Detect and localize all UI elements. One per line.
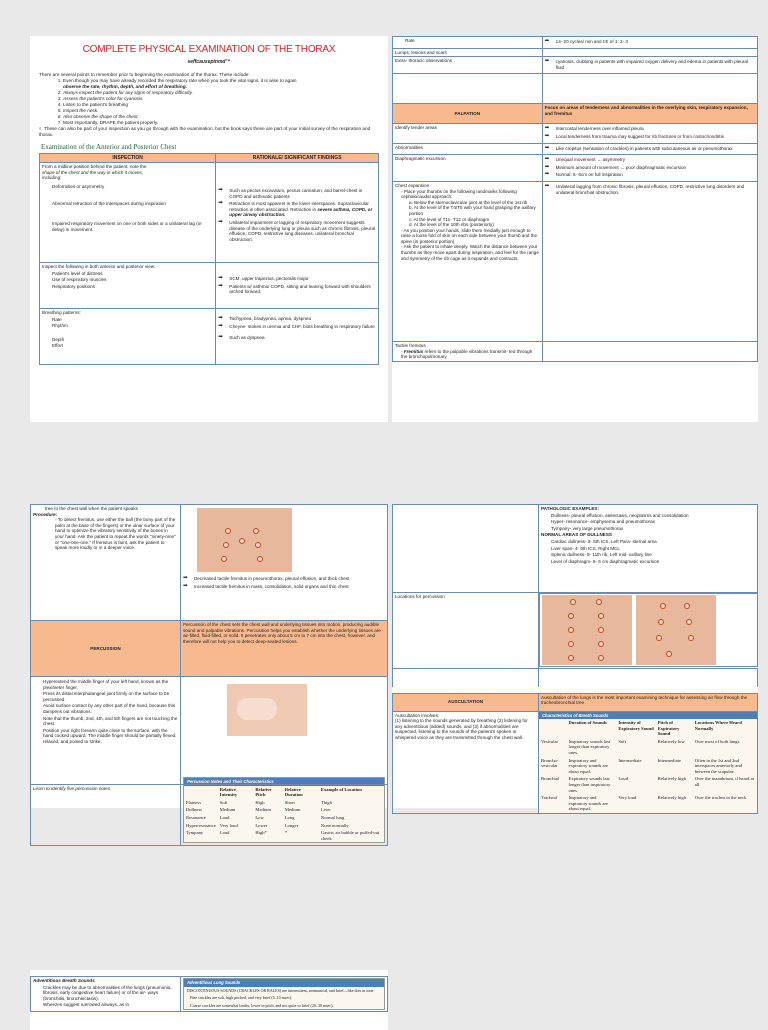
arrow-icon: ➡ [544, 144, 550, 151]
page-4 [392, 504, 758, 812]
arrow-icon: ➡ [218, 200, 223, 207]
table-row: From a midline position behind the patient, note the shape of the chest and the way in which it moves, including: Deformities or asymmetry Abnormal retraction of the interspaces during inspiration Impaired respiratory movement on one or both sides or a unilateral lag (or delay) in movement. ➡ Such as pectus excavatum, pectus carinatum, and barrel-chest in COPD and asthmatic patients ➡ Retraction is most apparent in the lower interspaces. Supraclavicular retraction is often associated. Retraction in severe asthma, COPD, or upper airway obstruction. ➡ Unilateral impairment or lagging of respiratory movement suggests disease of the underlying lung or pleura such as chronic fibrosis, pleural effusion, COPD, restrictive lung diseases, unilateral bronchial obstruction. [40, 163, 379, 263]
th-auscultation: AUSCULTATION [393, 693, 539, 711]
fremitus-table [30, 504, 388, 846]
table-row: Extra- thoracic observations ➡ cyanosis, clubbing in patients with impaired oxygen delivery and edema in patients with pleural fluid [393, 57, 758, 74]
page-5 [30, 970, 388, 1030]
intro-block [39, 72, 379, 138]
posterior-percussion-photo [542, 595, 632, 665]
percussion-hand-photo [227, 684, 307, 736]
table-row: Inspect the following in both anterior and posterior view: Patient's level of distress. Use of respiratory muscles Respiratory positions ➡ SCM, upper trapezius, pectoralis major ➡ Patients w/ asthma/ COPD, sitting and leaning forward with shoulders arched forward. [40, 263, 379, 309]
step-4: 4. Listen to the patient's breathing [63, 102, 379, 108]
adventitious-table [30, 976, 388, 1012]
step-5: 5. Inspect the neck. [63, 108, 379, 114]
table-row: Auscultation involves: (1) listening to the sounds generated by breathing (2) listening for any adventitious (added) sounds, and (3) if abnormalities are suspected, listening to the sounds of the patient's spoken or whispered voice as they are transmitted through the chest wall. Characteristics of Breath Sounds Duration of Sounds Intensity of Expiratory Sound Pitch of Expiratory Sound Locations Where Heard Normally Vesicular Inspiratory sounds last longer than expiratory ones. Soft Relatively low Over most of both lungs Broncho-vesicular Inspiratory and expiratory sounds are about equal. Intermediate Intermediate Often in the 1st and 2nd interspaces anteriorly and between the scapulae Bronchial Expiratory sounds last longer than inspiratory ones. Loud Relatively high Over the manubrium, if heard at all Tracheal Inspiratory and expiratory sounds are about equal. Very loud Relatively high Over the trachea in the neck [393, 711, 758, 814]
arrow-icon: ➡ [544, 156, 550, 163]
arrow-icon: ➡ [218, 282, 223, 289]
th-percussion: PERCUSSION [31, 621, 181, 677]
th-palpation: PALPATION [393, 104, 543, 124]
intro-text: There are several points to remember prior to beginning the examination of the thorax. These include: [39, 72, 250, 77]
page-1 [30, 36, 388, 422]
auscultation-table [392, 693, 758, 815]
page-title: COMPLETE PHYSICAL EXAMINATION OF THE THORAX [82, 44, 336, 55]
arrow-icon: ➡ [218, 322, 223, 329]
table-row: PERCUSSION Percussion of the chest sets the chest wall and underlying tissues into motion, producing audible sound and palpable vibrations. Percussion helps you establish whether the underlying tissues are air-filled, fluid-filled, or solid. It penetrates only about 5 cm to 7 cm into the chest, however, and therefore will not help you to detect deep-seated lesions. [31, 621, 388, 677]
table-row: Breathing patterns: Rate Rhythm Depth Effort ➡ Tachypnea, bradypnea, apnea, dyspnea ➡ Cheyne- stokes in uremia and CHF, biots breathing in respiratory failure ➡ Such as dyspnea [40, 309, 379, 365]
percussion-notes-table: Relative Intensity Relative Pitch Relative Duration Example of Location Flatness Soft High Short Thigh Dullness Medium Medium Medium Liver Resonance Loud Low Long Normal lung Hyperresonance Very loud Lower Longer None normally Tympany Loud High* * Gastric air bubble or puffed-out cheek [185, 786, 380, 841]
th-rationale: RATIONALE/ SIGNIFICANT FINDINGS [216, 154, 379, 163]
table-row: Diaphragmatic excursion ➡ Unequal movement → asymmetry ➡ Minimum amount of movement → poor diaphragmatic excursion ➡ Normal: 5- 6cm on full inspiration [393, 155, 758, 182]
table-row: Adventitious Breath Sounds Crackles may be due to abnormalities of the lungs (pneumonia, fibrosis, early congestive heart failure) or of the air- ways (bronchitis, bronchiectasis). Wheezes suggest narrowed airways, as in Adventitious Lung Sounds DISCONTINUOUS SOUNDS (CRACKLES OR RALES) are intermittent, nonmusical, and brief—like dots in time Fine crackles are soft, high pitched, and very brief (5–10 msec). Coarse crackles are somewhat louder, lower in pitch, and not quite so brief (20–30 msec). [31, 977, 388, 1012]
step-6: 6. Also observe the shape of the chest. [63, 114, 379, 120]
step-3: 3. Assess the patient's color for cyanosis. [63, 96, 379, 102]
page-subtitle: seffcausepinmd™ [187, 59, 231, 65]
section-heading: Examination of the Anterior and Posterior Chest [41, 143, 177, 151]
arrow-icon: ➡ [544, 163, 550, 170]
inspection-table [39, 153, 379, 365]
arrow-icon: ➡ [544, 58, 550, 65]
table-row: Identify tender areas ➡ Intercostal tenderness over inflamed pleura ➡ Local tenderness from trauma may suggest for rib fractures or from costochondritis [393, 124, 758, 143]
breath-sounds-table: Duration of Sounds Intensity of Expiratory Sound Pitch of Expiratory Sound Locations Where Heard Normally Vesicular Inspiratory sounds last longer than expiratory ones. Soft Relatively low Over most of both lungs Broncho-vesicular Inspiratory and expiratory sounds are about equal. Intermediate Intermediate Often in the 1st and 2nd interspaces anteriorly and between the scapulae Bronchial Expiratory sounds last longer than inspiratory ones. Loud Relatively high Over the manubrium, if heard at all Tracheal Inspiratory and expiratory sounds are about equal. Very loud Relatively high Over the trachea in the neck [541, 720, 754, 812]
table-row: Chest expansion ◦ Place your thumbs on the following landmarks following cephalocaudal approach: a. Below the sternoclavicular joint at the level of the 1st rib b. At the level of the T4/T5 with your hand grasping the axillary portion c. At the level of T11- T12 or diaphragm d. At the level of the 10th ribs (posteriorly) ◦ As you position your hands, slide them medially just enough to raise a loose fold of skin on each side between your thumb and the spine (in posterior portion) ◦ Ask the patient to inhale deeply. Watch the distance between your thumbs as they move apart during inspiration, and feel for the range and symmetry of the rib cage as it expands and contracts. ➡ Unilateral lagging from chronic fibrosis, pleural effusion, COPD, restrictive lung disorders and unilateral bronchial obstruction. [393, 181, 758, 341]
arrow-icon: ➡ [218, 334, 223, 341]
table-row: Hyperextend the middle finger of your left hand, known as the pleximeter finger. Press its distal interphalangeal joint firmly on the surface to be percussed. Avoid surface contact by any other part of the hand, because this dampens out vibrations. Note that the thumb, 2nd, 4th, and 5th fingers are not touching the chest. Position your right forearm quite close to the surface, with the hand cocked upward. The middle finger should be partially flexed, relaxed, and poised to strike. [31, 677, 388, 785]
table-row: Lumps, lesions and scars [393, 48, 758, 57]
table-row: Learn to identify five percussion notes. Percussion Notes and Their Characteristics Relative Intensity Relative Pitch Relative Duration Example of Location Flatness Soft High Short Thigh Dullness Medium Medium Medium Liver Resonance Loud Low Long Normal lung Hyperresonance Very loud Lower Longer None normally Tympany Loud High* * Gastric air bubble or puffed-out cheek [31, 785, 388, 846]
step-7: 7. Most importantly, DRAPE the patient properly. [63, 120, 379, 126]
arrow-icon: ➡ [544, 182, 550, 189]
arrow-icon: ➡ [218, 187, 223, 193]
table-row: AUSCULTATION Auscultation of the lungs is the most important examining technique for assessing air flow through the tracheobronchial tree [393, 693, 758, 711]
chest-fremitus-photo [197, 508, 292, 572]
page-2 [392, 36, 758, 422]
arrow-icon: ➡ [182, 575, 188, 581]
steps-list [63, 78, 379, 126]
arrow-icon: ➡ [218, 315, 223, 321]
table-row: Tactile fremitus - Fremitus refers to the palpable vibrations transmit- ted through the bronchopulmonary [393, 341, 758, 361]
palpation-table [392, 36, 758, 362]
arrow-icon: ➡ [218, 218, 223, 225]
table-row: Locations for percussion [393, 593, 758, 669]
table-row: PALPATION Focus on areas of tenderness and abnormalities in the overlying skin, respiratory expansion, and fremitus [393, 104, 758, 124]
step-1: 1. Even though you may have already recorded the respiratory rate when you took the vital signs, it is wise to again observe the rate, rhythm, depth, and effort of breathing. [63, 78, 379, 90]
page-3 [30, 504, 388, 841]
arrow-icon: ➡ [544, 132, 550, 139]
note: ▿ These can also be part of your inspection as you go through with the examination, but the book says these are part of your initial survey of the respiration and thorax. [39, 126, 371, 137]
table-row: Rate ➡ 14- 20 cycles/ min and I:E of 1: 2- 3 [393, 37, 758, 49]
arrow-icon: ➡ [182, 582, 188, 589]
step-2: 2. Always inspect the patient for any signs of respiratory difficulty. [63, 90, 379, 96]
arrow-icon: ➡ [218, 275, 223, 281]
table-row: Abnormalities ➡ Like crepitus (sensation of crackles) in patients with subcutaneous air or pneumothorax [393, 143, 758, 155]
arrow-icon: ➡ [544, 125, 550, 132]
th-inspection: INSPECTION [40, 154, 216, 163]
percussion-auscultation-table [392, 504, 758, 687]
arrow-icon: ➡ [544, 171, 550, 178]
table-row: tree to the chest wall when the patient speaks Procedure: ◦ To detect fremitus, use either the ball (the bony part of the palm at the base of the fingers) or the ulnar surface of your hand to optimize the vibratory sensitivity of the bones in your hand. Ask the patient to repeat the words "ninety-nine" or "one-one-one." If fremitus is faint, ask the patient to speak more loudly or in a deeper voice. ➡ Decreased tactile fremitus in pneumothorax, pleural effusion, and thick chest ➡ Increased tactile fremitus in mass, consolidation, solid organs and thin chest [31, 505, 388, 621]
table-row: PATHOLOGIC EXAMPLES: Dullness- pleural effusion, atelectasis, neoplasms and consolidation Hyper- resonance- emphysema and pneumothorax Tympany- very large pneumothorax NORMAL AREAS OF DULLNESS Cardiac dullness- 3- 5th ICS, Left Para- sternal area Liver span- 4- 6th ICS, Right MCL Splenic dullness- 9- 11th rib, Left mid- axillary line Level of diaphragm- 5- 6 cm diaphragmatic excursion [393, 505, 758, 593]
anterior-percussion-photo [636, 595, 716, 665]
arrow-icon: ➡ [544, 38, 550, 44]
